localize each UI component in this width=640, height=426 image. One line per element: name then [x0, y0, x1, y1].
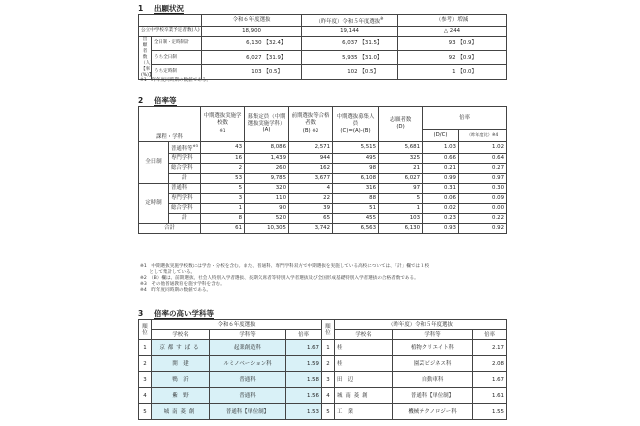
table-row: 4 紫 野 普通科 1.56 — [139, 388, 322, 404]
table-row: 総合学科 2 260 162 98 21 0.21 0.27 — [139, 163, 507, 173]
col-header-diff: （参考）増減 — [398, 15, 507, 27]
document-page — [136, 0, 508, 426]
ratio-table: 課程・学科 中期選抜実施学校数 ※1 募集定員（中期選抜実施学科） (A) 前期選抜等合格者数 (B) ※2 中期選抜募集人員 (C)=(A)-(B) 志願者数 (D) 倍率 (D/C) （昨年度比）※4 全日制 普通科等$^{※3}$ 43 8,086 2,571 5,515 5,681 1.03 1.02 専門学科 16 1,439 944 495 325 0.66 0.64 総合学科 2 260 162 98 21 0.21 0.27 計 53 9,785 3,677 6,108 6,027 0.99 0.97 定時制 普通科 5 320 4 316 97 0.31 0.30 専門学科 3 110 22 88 5 0.06 0.09 総合学科 1 90 39 51 1 0.02 0.00 計 8 520 65 455 103 0.23 0.22 合計 61 10,305 3,742 6,563 6,130 0.93 0.92 — [138, 106, 507, 234]
col-header-r6: 令和６年度選抜 — [202, 15, 302, 27]
zen-label: 全日制 — [139, 142, 169, 184]
table-row: 1 桂 植物クリエイト科 2.17 — [322, 340, 507, 356]
table-row: 定時制 普通科 5 320 4 316 97 0.31 0.30 — [139, 183, 507, 193]
table-row: 2 桂 園芸ビジネス科 2.08 — [322, 356, 507, 372]
table-row: 5 工 業 機械テクノロジー科 1.55 — [322, 404, 507, 420]
table-row: 出願者数（人）【率(%)】 全日制・定時制計 6,130 【32.4】 6,037 【31.5】 93 【0.9】 — [139, 36, 507, 50]
table-row: 計 53 9,785 3,677 6,108 6,027 0.99 0.97 — [139, 173, 507, 183]
ranking-table-r6: 順位 令和６年度選抜 学校名 学科等 倍率 1 京都すばる 起業創造科 1.67 2 開 建 ルミノベーション科 1.59 3 鴨 沂 普通科 1.58 4 紫 野 普通科 1.56 5 城南菱創 普通科【単位制】 1.53 — [138, 319, 322, 420]
table-row: 2 開 建 ルミノベーション科 1.59 — [139, 356, 322, 372]
ranking-table-r5: 順位 （昨年度）令和５年度選抜 学校名 学科等 倍率 1 桂 植物クリエイト科 2.17 2 桂 園芸ビジネス科 2.08 3 田 辺 自動車科 1.67 4 城南菱創 普通科【単位制】 1.61 5 工 業 機械テクノロジー科 1.55 — [321, 319, 507, 420]
application-status-table — [138, 14, 507, 80]
section-title: 出願状況 — [154, 4, 184, 13]
group-label: 出願者数（人）【率(%)】 — [139, 36, 152, 79]
table-row: 公立中学校卒業予定者数(人) 18,900 19,144 △ 244 — [139, 26, 507, 36]
table-row: 総合学科 1 90 39 51 1 0.02 0.00 — [139, 203, 507, 213]
section-1-note: ※1 昨年度同時期の数値である。 — [140, 78, 212, 83]
section-2-heading: 2 倍率等 — [138, 96, 177, 105]
table-row: 3 田 辺 自動車科 1.67 — [322, 372, 507, 388]
table-row: 全日制 普通科等$^{※3}$ 43 8,086 2,571 5,515 5,681 1.03 1.02 — [139, 142, 507, 154]
tei-label: 定時制 — [139, 183, 169, 223]
col-header-r5: （昨年度）令和５年度選抜※ — [302, 15, 398, 27]
table-row: うち全日制 6,027 【31.9】 5,935 【31.0】 92 【0.9】 — [139, 51, 507, 65]
table-row: 専門学科 3 110 22 88 5 0.06 0.09 — [139, 193, 507, 203]
table-row-total: 合計 61 10,305 3,742 6,563 6,130 0.93 0.92 — [139, 223, 507, 233]
table-row: 1 京都すばる 起業創造科 1.67 — [139, 340, 322, 356]
section-3-heading: 3 倍率の高い学科等 — [138, 309, 214, 318]
table-header-row — [139, 15, 507, 27]
section-2-notes: ※1 中期選抜実施学校数には学舎・分校を含む。また、普通科、専門学科双方で中期選抜を実施している高校については、「計」欄では１校 として集計している。 ※2 （B）欄は、前期選抜、社会人特別入学者選抜、長期欠席者等特別入学者選抜及び全国形成基礎特別入学者選抜の合格者数である。 ※3 その他普通教育を施す学科を含む。 ※4 昨年度同時期の数値である。 — [140, 264, 430, 293]
table-row: 5 城南菱創 普通科【単位制】 1.53 — [139, 404, 322, 420]
table-row: 3 鴨 沂 普通科 1.58 — [139, 372, 322, 388]
table-row: 4 城南菱創 普通科【単位制】 1.61 — [322, 388, 507, 404]
section-1-heading — [138, 3, 184, 14]
table-row: 計 8 520 65 455 103 0.23 0.22 — [139, 213, 507, 223]
table-row: 専門学科 16 1,439 944 495 325 0.66 0.64 — [139, 153, 507, 163]
table-row: うち定時制 103 【0.5】 102 【0.5】 1 【0.0】 — [139, 65, 507, 79]
section-number: 1 — [138, 4, 144, 13]
table-header-row: 課程・学科 中期選抜実施学校数 ※1 募集定員（中期選抜実施学科） (A) 前期選抜等合格者数 (B) ※2 中期選抜募集人員 (C)=(A)-(B) 志願者数 (D) 倍率 — [139, 107, 507, 130]
